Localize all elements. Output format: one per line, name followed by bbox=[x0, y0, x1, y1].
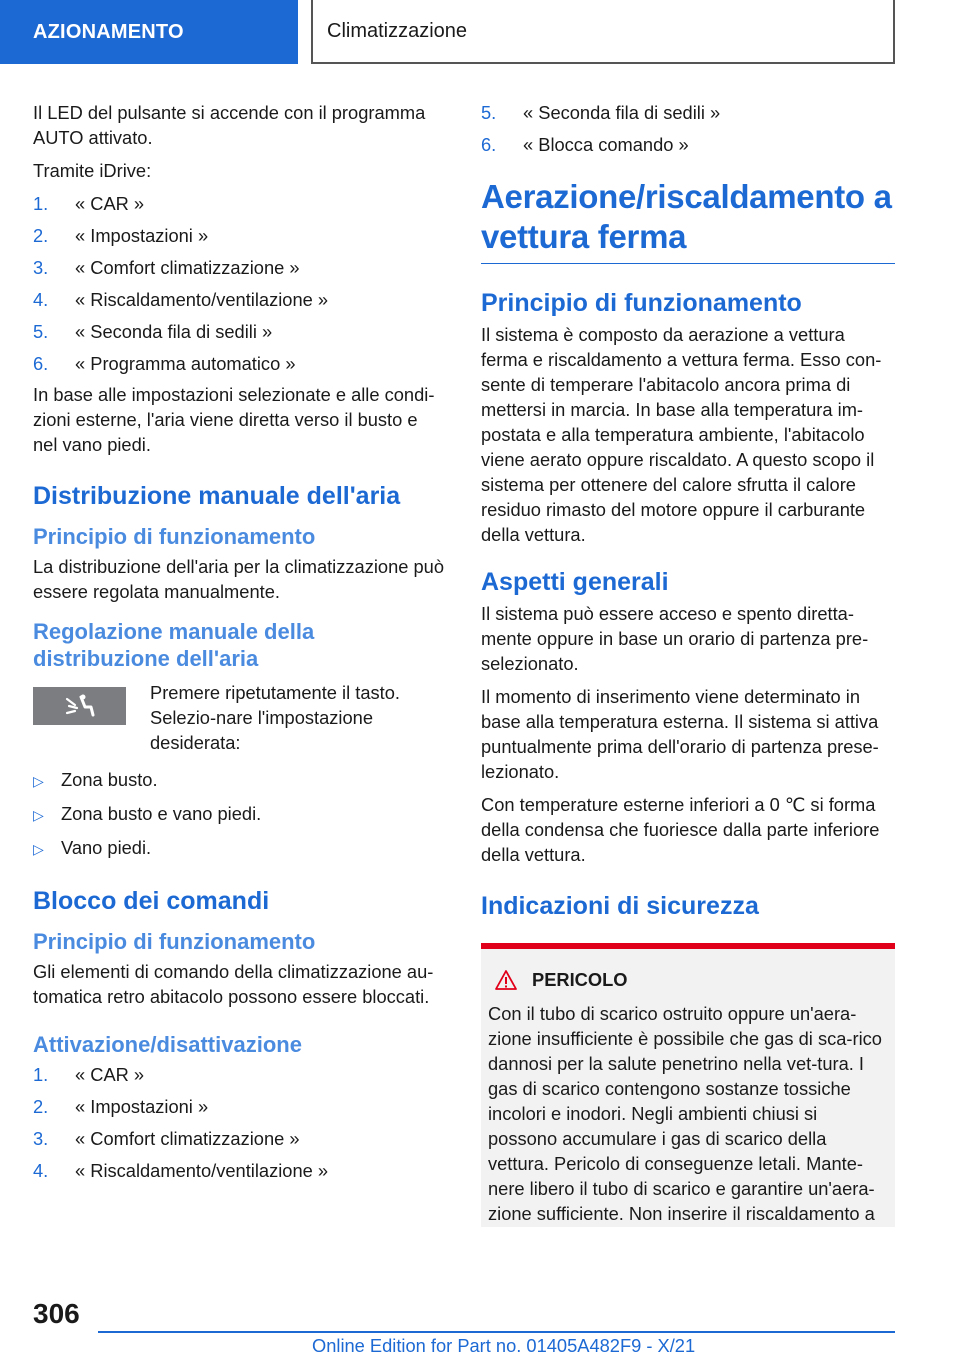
paragraph: La distribuzione dell'aria per la climatizzazione può essere regolata manualmente. bbox=[33, 556, 444, 602]
list-item bbox=[481, 100, 895, 125]
triangle-bullet-icon: ▷ bbox=[33, 807, 44, 823]
button-instruction bbox=[33, 680, 447, 755]
list-item bbox=[33, 1094, 447, 1119]
list-text: Vano piedi. bbox=[61, 837, 152, 858]
paragraph: Il momento di inserimento viene determinato in base alla temperatura esterna. Il sistema si attiva puntualmente prima dell'orario di partenza prese-lezionato. bbox=[481, 686, 879, 782]
list-item bbox=[33, 319, 447, 344]
section-tab bbox=[0, 0, 298, 64]
paragraph: Tramite iDrive: bbox=[33, 160, 152, 181]
paragraph: Il sistema può essere acceso e spento diretta-mente oppure in base un orario di partenza pre-selezionato. bbox=[481, 603, 869, 674]
chapter-tab bbox=[311, 0, 895, 64]
paragraph: Con temperature esterne inferiori a 0 ℃ si forma della condensa che fuoriesce dalla parte inferiore della vettura. bbox=[481, 794, 880, 865]
list-item bbox=[33, 351, 447, 376]
list-text: Zona busto e vano piedi. bbox=[61, 803, 262, 824]
list-number: 2. bbox=[33, 1096, 49, 1117]
warning-text: Con il tubo di scarico ostruito oppure un'aera-zione insufficiente è possibile che gas di sca-rico dannosi per la salute penetrino nella vet-tura. I gas di scarico contengono sostanze tossiche incolori e inodori. Negli ambienti chiusi si possono accumulare i gas di scarico della vettura. Pericolo di conseguenze letali. Mante-nere libero il tubo di scarico e garantire un'aera-zione sufficiente. Non inserire il riscaldamento a bbox=[488, 1003, 882, 1224]
list-number: 3. bbox=[33, 1128, 49, 1149]
chapter-heading: Aerazione/riscaldamento a vettura ferma bbox=[481, 177, 895, 264]
section-heading: Aspetti generali bbox=[481, 568, 669, 596]
footer-divider bbox=[98, 1331, 895, 1333]
list-text: Zona busto. bbox=[61, 769, 158, 790]
list-item bbox=[33, 255, 447, 280]
list-item bbox=[33, 835, 447, 862]
right-column bbox=[481, 100, 895, 1227]
list-item bbox=[481, 132, 895, 157]
list-text: « Impostazioni » bbox=[75, 1096, 209, 1117]
list-text: « Impostazioni » bbox=[75, 225, 209, 246]
list-text: « Seconda fila di sedili » bbox=[523, 102, 721, 123]
subsection-heading: Regolazione manuale della distribuzione dell'aria bbox=[33, 619, 315, 671]
section-heading: Blocco dei comandi bbox=[33, 887, 270, 915]
ordered-list bbox=[33, 1062, 447, 1183]
list-item bbox=[33, 191, 447, 216]
paragraph: Premere ripetutamente il tasto. Selezio-nare l'impostazione desiderata: bbox=[150, 682, 400, 753]
warning-triangle-icon bbox=[495, 970, 517, 990]
list-number: 4. bbox=[33, 1160, 49, 1181]
paragraph: Gli elementi di comando della climatizzazione au-tomatica retro abitacolo possono essere bloccati. bbox=[33, 961, 434, 1007]
list-number: 6. bbox=[33, 353, 49, 374]
list-number: 5. bbox=[33, 321, 49, 342]
chapter-title: Climatizzazione bbox=[327, 19, 468, 42]
list-text: « Riscaldamento/ventilazione » bbox=[75, 289, 329, 310]
list-item bbox=[33, 223, 447, 248]
list-number: 1. bbox=[33, 193, 49, 214]
list-text: « Comfort climatizzazione » bbox=[75, 1128, 300, 1149]
list-text: « Blocca comando » bbox=[523, 134, 689, 155]
air-distribution-button-icon bbox=[33, 687, 126, 725]
paragraph: Il sistema è composto da aerazione a vettura ferma e riscaldamento a vettura ferma. Esso con-sente di temperare l'abitacolo ancora prima di mettersi in marcia. In base alla temperatura im-postata e alla temperatura ambiente, l'abitacolo viene aerato oppure riscaldato. A questo scopo il sistema per ottenere del calore sfrutta il calore residuo rimasto del motore oppure il carburante della vettura. bbox=[481, 324, 882, 545]
list-text: « Riscaldamento/ventilazione » bbox=[75, 1160, 329, 1181]
subsection-heading: Attivazione/disattivazione bbox=[33, 1032, 302, 1057]
list-number: 3. bbox=[33, 257, 49, 278]
subsection-heading: Principio di funzionamento bbox=[33, 524, 316, 549]
list-number: 4. bbox=[33, 289, 49, 310]
section-heading: Indicazioni di sicurezza bbox=[481, 892, 759, 920]
triangle-bullet-icon: ▷ bbox=[33, 773, 44, 789]
list-item bbox=[33, 1158, 447, 1183]
list-item bbox=[33, 1062, 447, 1087]
subsection-heading: Principio di funzionamento bbox=[33, 929, 316, 954]
bullet-list bbox=[33, 767, 447, 862]
list-number: 5. bbox=[481, 102, 497, 123]
list-number: 1. bbox=[33, 1064, 49, 1085]
paragraph: In base alle impostazioni selezionate e alle condi-zioni esterne, l'aria viene diretta verso il busto e nel vano piedi. bbox=[33, 384, 435, 455]
warning-label: PERICOLO bbox=[532, 969, 628, 990]
list-number: 2. bbox=[33, 225, 49, 246]
list-item bbox=[33, 801, 447, 828]
section-title: AZIONAMENTO bbox=[33, 20, 184, 43]
edition-note: Online Edition for Part no. 01405A482F9 - X/21 bbox=[312, 1335, 696, 1356]
page-number: 306 bbox=[33, 1298, 80, 1329]
list-text: « CAR » bbox=[75, 193, 145, 214]
list-text: « Comfort climatizzazione » bbox=[75, 257, 300, 278]
list-number: 6. bbox=[481, 134, 497, 155]
list-text: « Seconda fila di sedili » bbox=[75, 321, 273, 342]
list-text: « CAR » bbox=[75, 1064, 145, 1085]
warning-box bbox=[481, 943, 895, 1227]
list-item bbox=[33, 767, 447, 794]
ordered-list bbox=[481, 100, 895, 157]
paragraph: Il LED del pulsante si accende con il programma AUTO attivato. bbox=[33, 102, 426, 148]
ordered-list bbox=[33, 191, 447, 376]
warning-title bbox=[488, 969, 887, 991]
section-heading: Principio di funzionamento bbox=[481, 289, 802, 317]
list-text: « Programma automatico » bbox=[75, 353, 296, 374]
left-column bbox=[33, 100, 447, 1190]
list-item bbox=[33, 287, 447, 312]
list-item bbox=[33, 1126, 447, 1151]
triangle-bullet-icon: ▷ bbox=[33, 841, 44, 857]
section-heading: Distribuzione manuale dell'aria bbox=[33, 482, 401, 510]
